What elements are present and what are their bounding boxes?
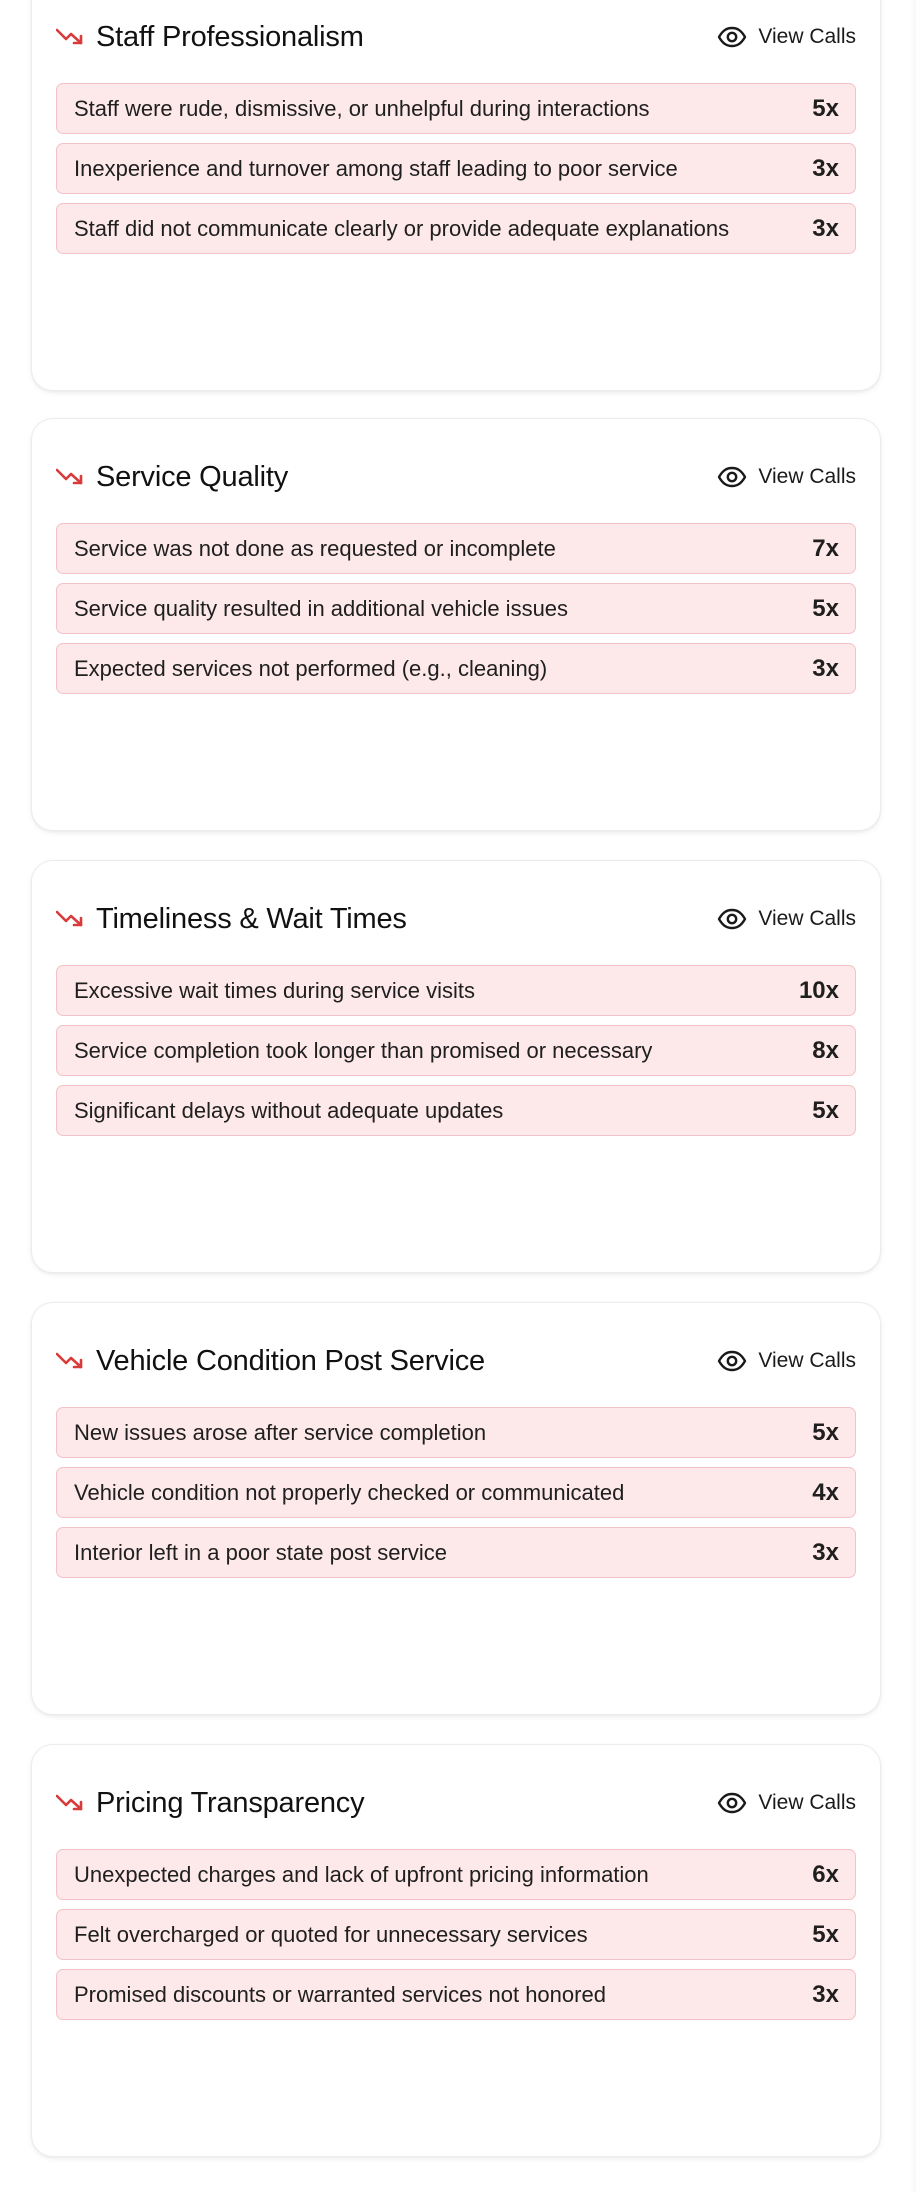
view-calls-label: View Calls xyxy=(758,1349,856,1372)
card-title: Staff Professionalism xyxy=(96,20,364,53)
category-card-pricing-transparency xyxy=(31,1744,881,2157)
issue-text: Staff did not communicate clearly or provide adequate explanations xyxy=(74,215,730,241)
eye-icon xyxy=(716,907,748,931)
issue-row[interactable] xyxy=(56,523,856,574)
issue-count: 3x xyxy=(812,654,839,682)
card-header xyxy=(56,1339,856,1383)
issue-text: Promised discounts or warranted services not honored xyxy=(74,1981,606,2007)
trending-down-icon xyxy=(56,1791,84,1815)
eye-icon xyxy=(716,1349,748,1373)
issue-list xyxy=(56,965,856,1145)
card-title-wrap xyxy=(56,1787,364,1820)
issue-list xyxy=(56,83,856,263)
eye-icon xyxy=(716,465,748,489)
issue-text: Vehicle condition not properly checked or communicated xyxy=(74,1479,625,1505)
issue-row[interactable] xyxy=(56,1849,856,1900)
issue-text: Interior left in a poor state post service xyxy=(74,1539,447,1565)
trending-down-icon xyxy=(56,907,84,931)
trending-down-icon xyxy=(56,465,84,489)
view-calls-button[interactable] xyxy=(716,1345,856,1377)
issue-count: 10x xyxy=(798,976,839,1004)
category-card-service-quality xyxy=(31,418,881,831)
issue-count: 3x xyxy=(812,1980,839,2008)
card-title-wrap xyxy=(56,461,288,494)
eye-icon xyxy=(716,1791,748,1815)
view-calls-label: View Calls xyxy=(758,907,856,930)
issue-count: 3x xyxy=(812,154,839,182)
card-header xyxy=(56,455,856,499)
issue-text: Felt overcharged or quoted for unnecessary services xyxy=(74,1921,588,1947)
issue-count: 5x xyxy=(812,1096,839,1124)
view-calls-button[interactable] xyxy=(716,903,856,935)
scroll-edge-shadow xyxy=(910,0,916,2192)
category-card-staff-professionalism xyxy=(31,0,881,391)
issue-count: 3x xyxy=(812,214,839,242)
issue-text: Excessive wait times during service visits xyxy=(74,977,476,1003)
issue-text: Service completion took longer than promised or necessary xyxy=(74,1037,653,1063)
issue-text: Inexperience and turnover among staff leading to poor service xyxy=(74,155,678,181)
issue-count: 5x xyxy=(812,1920,839,1948)
issue-row[interactable] xyxy=(56,203,856,254)
issue-row[interactable] xyxy=(56,1467,856,1518)
issue-count: 4x xyxy=(812,1478,839,1506)
issue-row[interactable] xyxy=(56,83,856,134)
card-title-wrap xyxy=(56,903,407,936)
eye-icon xyxy=(716,25,748,49)
issue-text: New issues arose after service completion xyxy=(74,1419,487,1445)
issue-row[interactable] xyxy=(56,965,856,1016)
card-header xyxy=(56,1781,856,1825)
view-calls-label: View Calls xyxy=(758,25,856,48)
issue-text: Unexpected charges and lack of upfront pricing information xyxy=(74,1861,649,1887)
view-calls-button[interactable] xyxy=(716,461,856,493)
issue-row[interactable] xyxy=(56,1407,856,1458)
issue-row[interactable] xyxy=(56,583,856,634)
trending-down-icon xyxy=(56,1349,84,1373)
card-title: Timeliness & Wait Times xyxy=(96,902,407,935)
issue-count: 8x xyxy=(812,1036,839,1064)
issue-list xyxy=(56,1849,856,2029)
issue-text: Staff were rude, dismissive, or unhelpful during interactions xyxy=(74,95,650,121)
trending-down-icon xyxy=(56,25,84,49)
issue-list xyxy=(56,523,856,703)
issue-text: Significant delays without adequate updates xyxy=(74,1097,504,1123)
issue-count: 6x xyxy=(812,1860,839,1888)
card-title: Service Quality xyxy=(96,460,289,493)
view-calls-label: View Calls xyxy=(758,465,856,488)
card-title-wrap xyxy=(56,21,364,54)
view-calls-button[interactable] xyxy=(716,1787,856,1819)
issue-row[interactable] xyxy=(56,1527,856,1578)
card-title-wrap xyxy=(56,1345,485,1378)
issue-count: 5x xyxy=(812,1418,839,1446)
issue-list xyxy=(56,1407,856,1587)
issue-count: 5x xyxy=(812,594,839,622)
issue-row[interactable] xyxy=(56,1909,856,1960)
issue-row[interactable] xyxy=(56,1025,856,1076)
issue-row[interactable] xyxy=(56,143,856,194)
card-title: Vehicle Condition Post Service xyxy=(96,1344,485,1377)
card-header xyxy=(56,15,856,59)
issue-text: Expected services not performed (e.g., cleaning) xyxy=(74,655,548,681)
issue-count: 3x xyxy=(812,1538,839,1566)
issue-count: 7x xyxy=(812,534,839,562)
issue-text: Service was not done as requested or incomplete xyxy=(74,535,556,561)
category-card-vehicle-condition xyxy=(31,1302,881,1715)
issue-row[interactable] xyxy=(56,643,856,694)
issue-row[interactable] xyxy=(56,1969,856,2020)
view-calls-button[interactable] xyxy=(716,21,856,53)
view-calls-label: View Calls xyxy=(758,1791,856,1814)
card-header xyxy=(56,897,856,941)
category-card-timeliness-wait-times xyxy=(31,860,881,1273)
issue-row[interactable] xyxy=(56,1085,856,1136)
issue-count: 5x xyxy=(812,94,839,122)
issue-text: Service quality resulted in additional vehicle issues xyxy=(74,595,569,621)
card-title: Pricing Transparency xyxy=(96,1786,365,1819)
